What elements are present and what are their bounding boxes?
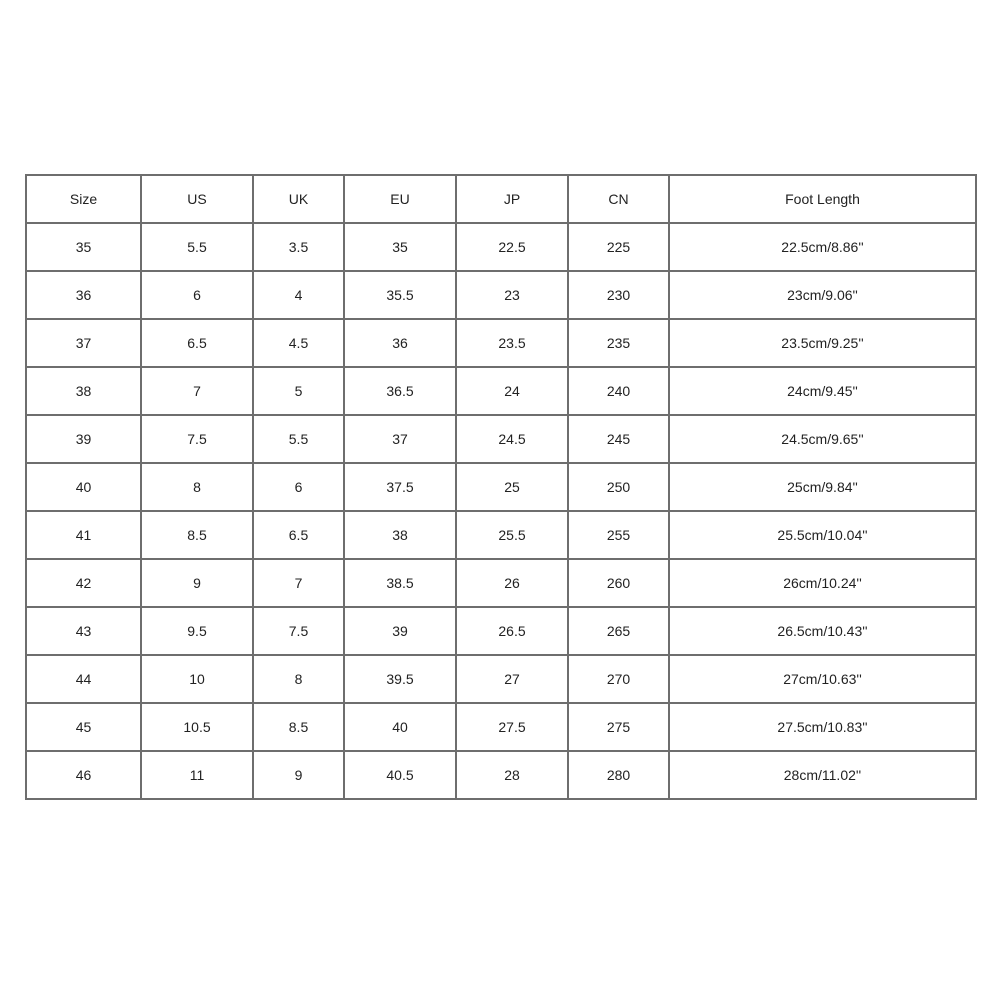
cell-jp: 26 xyxy=(456,559,568,607)
cell-eu: 36.5 xyxy=(344,367,456,415)
cell-us: 8.5 xyxy=(141,511,253,559)
cell-uk: 6 xyxy=(253,463,344,511)
table-row xyxy=(26,223,976,271)
table-row xyxy=(26,271,976,319)
cell-foot-length: 28cm/11.02'' xyxy=(669,751,976,799)
cell-uk: 6.5 xyxy=(253,511,344,559)
cell-jp: 28 xyxy=(456,751,568,799)
cell-jp: 23 xyxy=(456,271,568,319)
cell-size: 39 xyxy=(26,415,141,463)
cell-us: 10 xyxy=(141,655,253,703)
cell-size: 41 xyxy=(26,511,141,559)
cell-eu: 35.5 xyxy=(344,271,456,319)
table-row xyxy=(26,703,976,751)
cell-us: 6.5 xyxy=(141,319,253,367)
table-row xyxy=(26,559,976,607)
cell-cn: 240 xyxy=(568,367,669,415)
column-header-uk: UK xyxy=(253,175,344,223)
cell-uk: 8.5 xyxy=(253,703,344,751)
cell-eu: 35 xyxy=(344,223,456,271)
cell-cn: 235 xyxy=(568,319,669,367)
cell-size: 42 xyxy=(26,559,141,607)
cell-foot-length: 25cm/9.84'' xyxy=(669,463,976,511)
table-row xyxy=(26,367,976,415)
table-row xyxy=(26,751,976,799)
cell-foot-length: 25.5cm/10.04'' xyxy=(669,511,976,559)
table-row xyxy=(26,463,976,511)
cell-jp: 22.5 xyxy=(456,223,568,271)
cell-cn: 275 xyxy=(568,703,669,751)
cell-jp: 27 xyxy=(456,655,568,703)
cell-size: 46 xyxy=(26,751,141,799)
column-header-size: Size xyxy=(26,175,141,223)
cell-foot-length: 24.5cm/9.65'' xyxy=(669,415,976,463)
cell-cn: 245 xyxy=(568,415,669,463)
cell-size: 44 xyxy=(26,655,141,703)
cell-size: 36 xyxy=(26,271,141,319)
cell-us: 6 xyxy=(141,271,253,319)
cell-us: 7.5 xyxy=(141,415,253,463)
cell-us: 5.5 xyxy=(141,223,253,271)
cell-cn: 225 xyxy=(568,223,669,271)
cell-uk: 7.5 xyxy=(253,607,344,655)
cell-foot-length: 26cm/10.24'' xyxy=(669,559,976,607)
table-row xyxy=(26,319,976,367)
cell-jp: 26.5 xyxy=(456,607,568,655)
cell-eu: 39.5 xyxy=(344,655,456,703)
table-header xyxy=(26,175,976,223)
cell-eu: 40.5 xyxy=(344,751,456,799)
cell-uk: 5 xyxy=(253,367,344,415)
cell-uk: 4 xyxy=(253,271,344,319)
cell-size: 45 xyxy=(26,703,141,751)
cell-eu: 36 xyxy=(344,319,456,367)
cell-size: 38 xyxy=(26,367,141,415)
header-row xyxy=(26,175,976,223)
column-header-jp: JP xyxy=(456,175,568,223)
cell-us: 7 xyxy=(141,367,253,415)
cell-jp: 25 xyxy=(456,463,568,511)
cell-cn: 230 xyxy=(568,271,669,319)
cell-us: 10.5 xyxy=(141,703,253,751)
cell-jp: 23.5 xyxy=(456,319,568,367)
cell-foot-length: 27cm/10.63'' xyxy=(669,655,976,703)
cell-eu: 37 xyxy=(344,415,456,463)
column-header-foot-length: Foot Length xyxy=(669,175,976,223)
cell-size: 35 xyxy=(26,223,141,271)
cell-cn: 280 xyxy=(568,751,669,799)
cell-foot-length: 26.5cm/10.43'' xyxy=(669,607,976,655)
cell-uk: 4.5 xyxy=(253,319,344,367)
cell-eu: 37.5 xyxy=(344,463,456,511)
cell-cn: 265 xyxy=(568,607,669,655)
cell-foot-length: 27.5cm/10.83'' xyxy=(669,703,976,751)
cell-uk: 8 xyxy=(253,655,344,703)
cell-foot-length: 22.5cm/8.86'' xyxy=(669,223,976,271)
cell-us: 9.5 xyxy=(141,607,253,655)
table-body xyxy=(26,223,976,799)
cell-foot-length: 23cm/9.06'' xyxy=(669,271,976,319)
cell-us: 8 xyxy=(141,463,253,511)
table-row xyxy=(26,607,976,655)
cell-cn: 250 xyxy=(568,463,669,511)
cell-foot-length: 24cm/9.45'' xyxy=(669,367,976,415)
cell-eu: 39 xyxy=(344,607,456,655)
cell-jp: 27.5 xyxy=(456,703,568,751)
cell-eu: 38 xyxy=(344,511,456,559)
cell-uk: 7 xyxy=(253,559,344,607)
cell-size: 43 xyxy=(26,607,141,655)
cell-cn: 255 xyxy=(568,511,669,559)
table-row xyxy=(26,655,976,703)
cell-eu: 38.5 xyxy=(344,559,456,607)
column-header-eu: EU xyxy=(344,175,456,223)
cell-jp: 24.5 xyxy=(456,415,568,463)
cell-uk: 3.5 xyxy=(253,223,344,271)
cell-cn: 270 xyxy=(568,655,669,703)
cell-us: 9 xyxy=(141,559,253,607)
cell-uk: 9 xyxy=(253,751,344,799)
cell-jp: 25.5 xyxy=(456,511,568,559)
column-header-us: US xyxy=(141,175,253,223)
table-row xyxy=(26,415,976,463)
column-header-cn: CN xyxy=(568,175,669,223)
cell-cn: 260 xyxy=(568,559,669,607)
cell-size: 37 xyxy=(26,319,141,367)
size-chart-table xyxy=(25,174,977,800)
cell-uk: 5.5 xyxy=(253,415,344,463)
cell-foot-length: 23.5cm/9.25'' xyxy=(669,319,976,367)
cell-us: 11 xyxy=(141,751,253,799)
table-row xyxy=(26,511,976,559)
cell-eu: 40 xyxy=(344,703,456,751)
cell-jp: 24 xyxy=(456,367,568,415)
cell-size: 40 xyxy=(26,463,141,511)
